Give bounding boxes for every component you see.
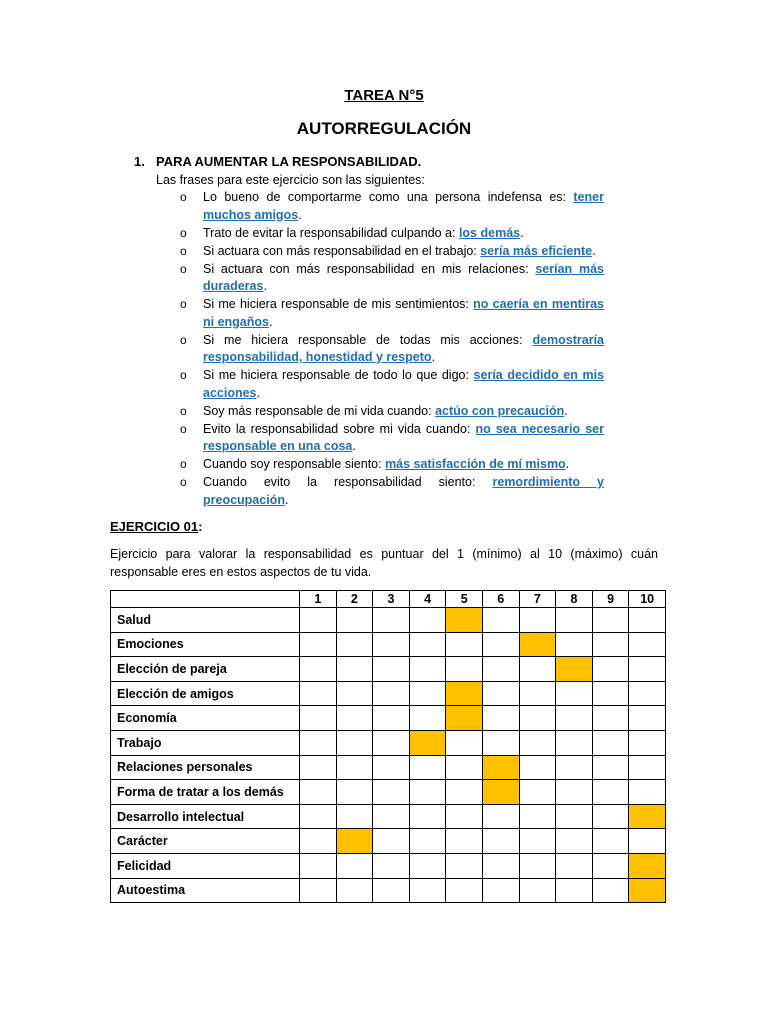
phrase-answer: los demás [458,225,521,240]
score-cell [482,706,519,731]
phrase-text: Lo bueno de comportarme como una persona indefensa es: [203,190,574,204]
score-cell-selected [519,632,556,657]
score-cell-selected [336,829,373,854]
phrase-answer: sería más eficiente [480,243,593,258]
table-row [111,755,666,780]
score-cell [446,632,483,657]
phrase-text: Evito la responsabilidad sobre mi vida cuando: [203,421,476,436]
row-label: Trabajo [111,730,300,755]
column-header: 3 [373,591,410,608]
score-cell [592,780,629,805]
table-row [111,608,666,633]
score-cell [519,730,556,755]
score-cell [519,755,556,780]
row-label: Elección de pareja [111,657,300,682]
phrase-text: Soy más responsable de mi vida cuando: [203,403,436,418]
score-cell [446,804,483,829]
score-cell [409,804,446,829]
table-row [111,706,666,731]
bullet-marker: o [180,261,187,276]
score-cell [336,706,373,731]
section-heading-text: PARA AUMENTAR LA RESPONSABILIDAD. [156,154,422,169]
score-cell [482,608,519,633]
rating-table [110,590,666,903]
phrase-item [180,367,604,402]
score-cell [629,681,666,706]
table-row [111,632,666,657]
bullet-marker: o [180,297,187,311]
phrase-text: Cuando evito la responsabilidad siento: [203,475,493,489]
column-header: 9 [592,591,629,608]
score-cell [556,853,593,878]
score-cell-selected [629,804,666,829]
phrase-item [180,474,604,509]
column-header: 4 [409,591,446,608]
phrase-item [180,332,604,367]
row-label: Carácter [111,829,300,854]
phrase-answer: demostraría responsabilidad, honestidad y respeto [203,332,604,364]
score-cell-selected [629,853,666,878]
score-cell [556,706,593,731]
table-row [111,657,666,682]
score-cell [519,657,556,682]
score-cell [519,681,556,706]
score-cell [446,853,483,878]
score-cell [629,706,666,731]
score-cell-selected [446,681,483,706]
phrase-end: . [268,314,273,329]
column-header: 10 [629,591,666,608]
score-cell [592,681,629,706]
score-cell [373,829,410,854]
score-cell [592,730,629,755]
score-cell [446,755,483,780]
phrase-end: . [263,279,267,293]
score-cell [409,829,446,854]
score-cell [446,878,483,903]
score-cell [482,878,519,903]
score-cell [409,608,446,633]
bullet-marker: o [180,225,187,240]
score-cell [482,657,519,682]
score-cell-selected [409,730,446,755]
phrase-end: . [431,350,436,364]
phrase-text: Cuando soy responsable siento: [203,457,386,471]
score-cell [556,730,593,755]
score-cell [592,853,629,878]
score-cell [519,608,556,633]
score-cell [336,730,373,755]
score-cell [336,657,373,682]
phrase-text: Si me hiciera responsable de todo lo que digo: [203,368,474,382]
phrase-answer: no caería en mentiras ni engaños [203,297,604,329]
phrase-end: . [352,439,356,453]
score-cell [409,878,446,903]
table-row [111,878,666,903]
score-cell [482,804,519,829]
score-cell [446,730,483,755]
score-cell [300,608,337,633]
score-cell [446,657,483,682]
score-cell [629,657,666,682]
score-cell [336,853,373,878]
score-cell [373,730,410,755]
score-cell [482,730,519,755]
score-cell-selected [556,657,593,682]
column-header: 6 [482,591,519,608]
score-cell [300,730,337,755]
score-cell [592,829,629,854]
score-cell [519,853,556,878]
row-label: Emociones [111,632,300,657]
phrase-text: Si me hiciera responsable de todas mis acciones: [203,332,533,347]
phrase-answer: remordimiento y preocupación [203,475,604,507]
score-cell [409,657,446,682]
phrase-item [180,225,604,243]
row-label: Forma de tratar a los demás [111,780,300,805]
phrase-end: . [284,492,289,507]
score-cell [409,681,446,706]
row-label: Elección de amigos [111,681,300,706]
score-cell [519,829,556,854]
row-label: Economía [111,706,300,731]
table-row [111,780,666,805]
phrase-answer: sería decidido en mis acciones [203,368,604,400]
score-cell [409,632,446,657]
score-cell [592,755,629,780]
exercise-title-colon: : [198,519,203,534]
score-cell [629,829,666,854]
score-cell [556,608,593,633]
table-row [111,681,666,706]
table-row [111,829,666,854]
phrase-item [180,456,604,474]
score-cell [629,780,666,805]
phrase-end: . [565,457,570,471]
score-cell [300,878,337,903]
table-header-row [111,591,666,608]
score-cell [373,632,410,657]
phrase-answer: más satisfacción de mí mismo [385,457,566,471]
score-cell-selected [446,706,483,731]
score-cell [409,755,446,780]
score-cell [592,706,629,731]
bullet-marker: o [180,243,187,258]
score-cell [629,730,666,755]
column-header: 2 [336,591,373,608]
bullet-marker: o [180,190,187,204]
score-cell [409,706,446,731]
header-corner-cell [111,591,300,608]
score-cell [409,780,446,805]
score-cell [373,804,410,829]
score-cell [592,608,629,633]
score-cell [336,755,373,780]
score-cell-selected [482,780,519,805]
row-label: Autoestima [111,878,300,903]
table-row [111,853,666,878]
score-cell [336,804,373,829]
phrase-text: Si me hiciera responsable de mis sentimientos: [203,297,474,311]
phrase-item [180,403,604,421]
score-cell [300,853,337,878]
section-heading [134,154,421,169]
score-cell [592,878,629,903]
score-cell [373,878,410,903]
score-cell [336,632,373,657]
section-number: 1. [134,154,145,169]
score-cell [482,632,519,657]
score-cell-selected [446,608,483,633]
score-cell [373,657,410,682]
score-cell [519,706,556,731]
score-cell [556,780,593,805]
score-cell [300,681,337,706]
phrase-item [180,189,604,224]
bullet-marker: o [180,475,187,489]
page-title: AUTORREGULACIÓN [296,119,472,138]
column-header: 1 [300,591,337,608]
phrase-item [180,243,604,261]
score-cell [482,681,519,706]
score-cell [519,878,556,903]
phrase-text: Trato de evitar la responsabilidad culpando a: [203,225,459,240]
column-header: 8 [556,591,593,608]
phrase-end: . [256,385,260,400]
score-cell [519,780,556,805]
phrase-item [180,296,604,331]
score-cell [482,829,519,854]
score-cell [592,632,629,657]
score-cell [446,829,483,854]
score-cell [556,755,593,780]
bullet-marker: o [180,368,187,382]
bullet-marker: o [180,457,187,471]
score-cell [556,632,593,657]
phrase-text: Si actuara con más responsabilidad en el trabajo: [203,243,481,258]
score-cell [373,608,410,633]
score-cell [300,632,337,657]
score-cell [300,657,337,682]
phrase-end: . [298,207,302,222]
phrase-item [180,261,604,296]
score-cell [373,755,410,780]
phrase-answer: serían más duraderas [203,261,604,293]
phrase-answer: no sea necesario ser responsable en una cosa [203,421,604,453]
score-cell [556,829,593,854]
score-cell [629,632,666,657]
phrase-text: Si actuara con más responsabilidad en mis relaciones: [203,261,536,276]
score-cell [629,755,666,780]
score-cell [373,853,410,878]
column-header: 7 [519,591,556,608]
bullet-marker: o [180,403,187,418]
score-cell [592,804,629,829]
score-cell [300,755,337,780]
phrase-answer: tener muchos amigos [203,190,604,222]
score-cell [409,853,446,878]
phrase-answer: actúo con precaución [435,403,565,418]
score-cell [336,878,373,903]
score-cell [300,780,337,805]
exercise-title-text: EJERCICIO 01 [110,519,199,534]
score-cell [446,780,483,805]
bullet-marker: o [180,332,187,347]
exercise-description: Ejercicio para valorar la responsabilidad es puntuar del 1 (mínimo) al 10 (máximo) cuán responsable eres en estos aspectos de tu vida. [110,547,658,579]
bullet-marker: o [180,421,187,436]
table-row [111,730,666,755]
score-cell [373,681,410,706]
score-cell [482,853,519,878]
row-label: Salud [111,608,300,633]
phrase-end: . [520,225,524,240]
score-cell [556,681,593,706]
row-label: Desarrollo intelectual [111,804,300,829]
score-cell [336,681,373,706]
score-cell-selected [629,878,666,903]
score-cell [300,706,337,731]
score-cell [373,780,410,805]
score-cell [300,804,337,829]
phrase-item [180,421,604,456]
score-cell [556,878,593,903]
score-cell [336,780,373,805]
score-cell [592,657,629,682]
table-row [111,804,666,829]
phrase-end: . [564,403,568,418]
score-cell [300,829,337,854]
exercise-title [110,519,203,534]
score-cell [373,706,410,731]
score-cell [519,804,556,829]
task-number: TAREA N°5 [344,87,424,104]
phrase-list [180,189,604,510]
score-cell [556,804,593,829]
score-cell-selected [482,755,519,780]
column-header: 5 [446,591,483,608]
row-label: Relaciones personales [111,755,300,780]
row-label: Felicidad [111,853,300,878]
phrase-end: . [592,243,596,258]
section-intro: Las frases para este ejercicio son las siguientes: [156,173,425,187]
score-cell [336,608,373,633]
score-cell [629,608,666,633]
